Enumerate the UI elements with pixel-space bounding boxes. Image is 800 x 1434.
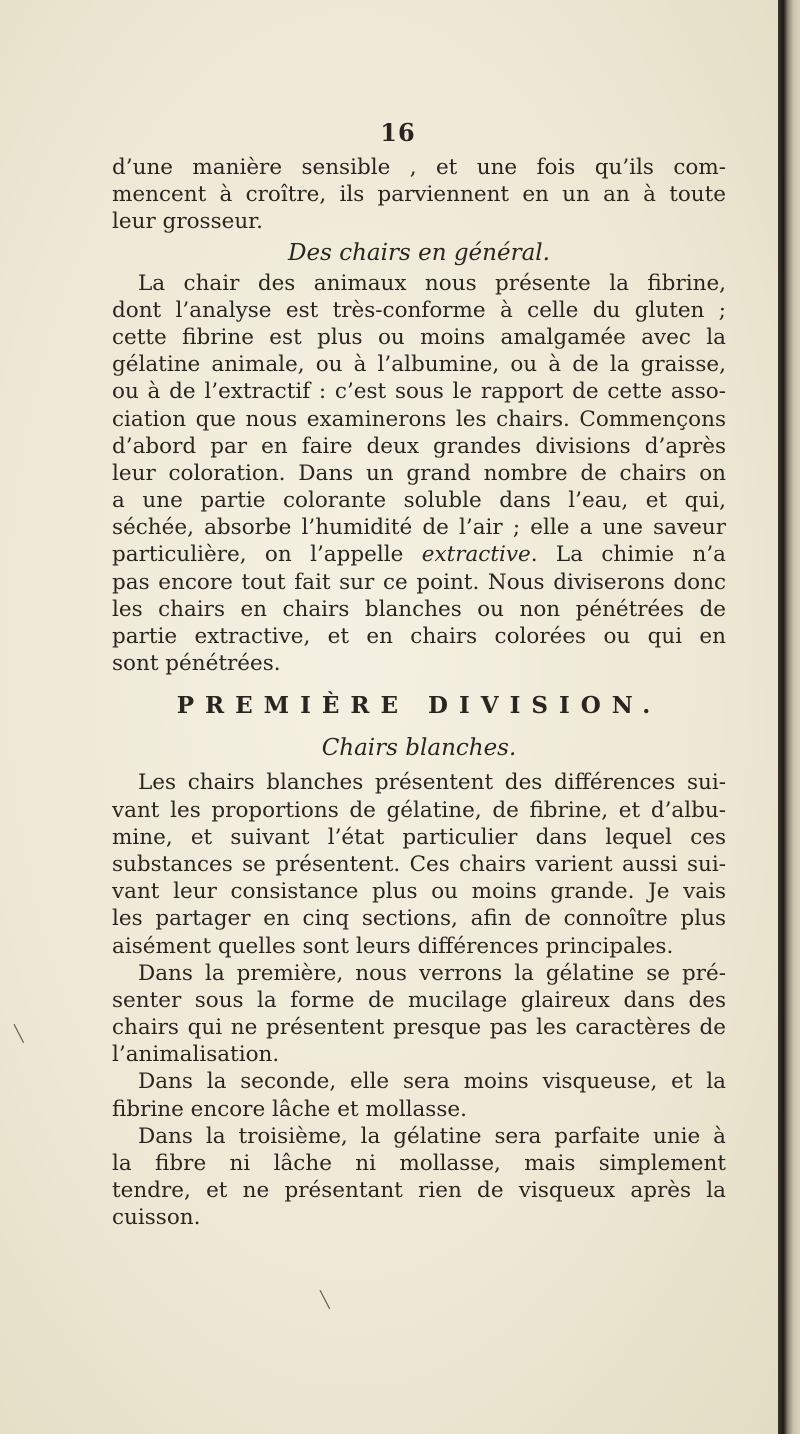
text-line: a une partie colorante soluble dans l’eau, et qui, — [112, 488, 726, 514]
paragraph-premiere — [112, 960, 726, 1069]
text-fragment: particulière, on l’appelle — [112, 542, 422, 568]
text-line: Dans la troisième, la gélatine sera parfaite unie à — [138, 1123, 726, 1149]
text-line: vant les proportions de gélatine, de fibrine, et d’albu- — [112, 797, 726, 823]
text-line: leur coloration. Dans un grand nombre de chairs on — [112, 460, 726, 486]
text-line: dont l’analyse est très-conforme à celle du gluten ; — [112, 297, 726, 323]
text-line: Dans la seconde, elle sera moins visqueuse, et la — [138, 1069, 726, 1095]
text-line: La chair des animaux nous présente la fibrine, — [138, 270, 726, 296]
margin-tick-mark: ╲ — [14, 1024, 24, 1043]
text-line: cette fibrine est plus ou moins amalgamée avec la — [112, 324, 726, 350]
text-line: Dans la première, nous verrons la gélatine se pré- — [138, 960, 726, 986]
text-line: ciation que nous examinerons les chairs. Commençons — [112, 406, 726, 432]
text-fragment: . La chimie n’a — [530, 542, 726, 568]
text-line: pas encore tout fait sur ce point. Nous diviserons donc — [112, 569, 726, 595]
paragraph-blanches — [112, 769, 726, 959]
text-line: leur grosseur. — [112, 209, 263, 235]
text-line: cuisson. — [112, 1205, 201, 1231]
text-line: la fibre ni lâche ni mollasse, mais simplement — [112, 1151, 726, 1176]
text-line: tendre, et ne présentant rien de visqueux après la — [112, 1178, 726, 1204]
paragraph-troisieme — [112, 1123, 726, 1232]
text-line: les chairs en chairs blanches ou non pénétrées de — [112, 596, 726, 622]
stray-pencil-mark: ╲ — [320, 1290, 330, 1309]
page-text — [112, 154, 726, 1232]
text-line: substances se présentent. Ces chairs varient aussi sui- — [112, 851, 726, 877]
paragraph-general — [112, 270, 726, 678]
subheading-chairs-blanches: Chairs blanches. — [321, 735, 517, 762]
text-line: mine, et suivant l’état particulier dans lequel ces — [112, 824, 726, 850]
text-line: partie extractive, et en chairs colorées ou qui en — [112, 624, 726, 649]
heading-chairs-general: Des chairs en général. — [288, 239, 550, 266]
text-line: ou à de l’extractif : c’est sous le rapport de cette asso- — [112, 379, 726, 405]
text-line: d’une manière sensible , et une fois qu’ils com- — [112, 155, 726, 180]
italic-term-extractive: extractive — [421, 542, 531, 568]
paragraph-intro — [112, 154, 726, 236]
text-line: gélatine animale, ou à l’albumine, ou à de la graisse, — [112, 352, 726, 378]
text-line: Les chairs blanches présentent des différences sui- — [138, 770, 726, 796]
text-line: aisément quelles sont leurs différences principales. — [112, 933, 674, 959]
text-line: séchée, absorbe l’humidité de l’air ; elle a une saveur — [112, 515, 726, 541]
text-line: l’animalisation. — [112, 1042, 280, 1068]
text-line: chairs qui ne présentent presque pas les caractères de — [112, 1015, 726, 1041]
text-line: mencent à croître, ils parviennent en un an à toute — [112, 182, 726, 208]
text-line: senter sous la forme de mucilage glaireux dans des — [112, 987, 726, 1013]
text-line: sont pénétrées. — [112, 651, 281, 677]
division-heading: PREMIÈRE DIVISION. — [176, 692, 662, 720]
text-line: fibrine encore lâche et mollasse. — [112, 1096, 467, 1122]
text-line-extractive — [112, 541, 726, 568]
text-line: vant leur consistance plus ou moins grande. Je vais — [112, 879, 726, 905]
book-binding-edge — [778, 0, 800, 1434]
text-line: d’abord par en faire deux grandes divisions d’après — [112, 433, 726, 459]
text-line: les partager en cinq sections, afin de connoître plus — [112, 906, 726, 932]
page-number: 16 — [380, 118, 416, 147]
paragraph-seconde — [112, 1068, 726, 1122]
